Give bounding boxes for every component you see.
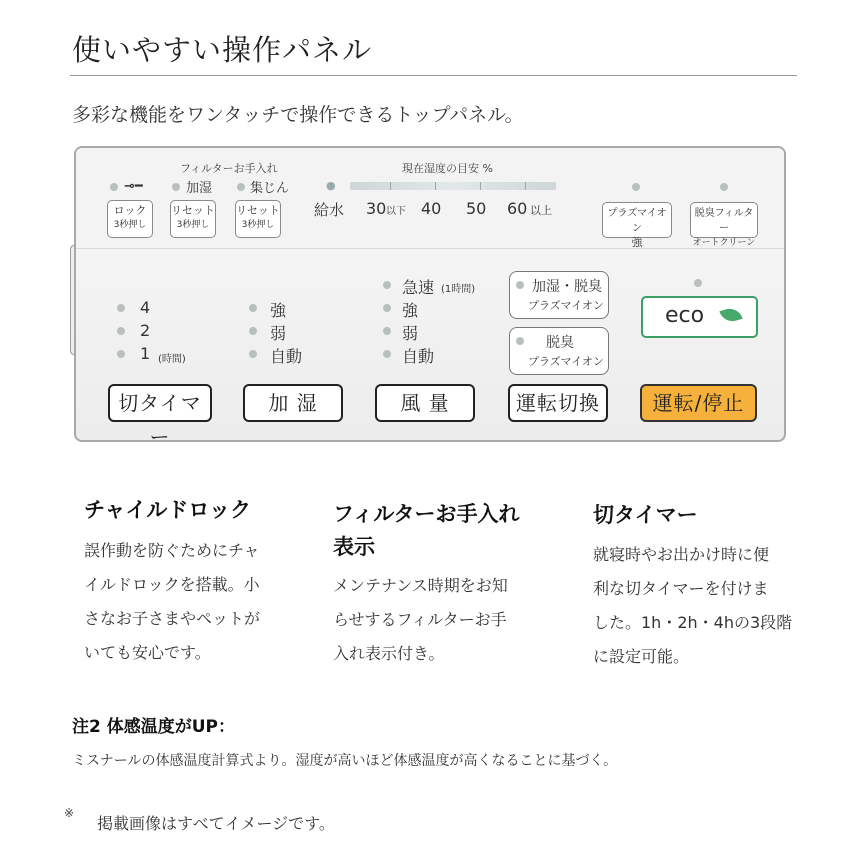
feature-title-line: フィルターお手入れ xyxy=(333,502,520,526)
page-subtitle: 多彩な機能をワンタッチで操作できるトップパネル。 xyxy=(72,104,524,126)
feature-body-line: いても安心です。 xyxy=(84,643,211,662)
mode-deodor xyxy=(509,327,609,375)
eco-button[interactable] xyxy=(641,296,758,338)
feature-body xyxy=(84,534,260,670)
eco-label: eco xyxy=(665,303,705,328)
humidity-50: 50 xyxy=(466,199,487,218)
fan-rapid-indicator xyxy=(383,281,391,289)
fan-auto-indicator xyxy=(383,350,391,358)
mode-hum-deodor-sub: プラズマイオン xyxy=(528,299,604,312)
feature-body-line: 就寝時やお出かけ時に便 xyxy=(593,545,770,564)
lock-button-label: ロック xyxy=(113,204,147,217)
reset-button-label: リセット xyxy=(171,204,215,217)
plasma-strong-indicator xyxy=(632,183,640,191)
humidity-tick xyxy=(390,182,391,190)
humidify-weak-indicator xyxy=(249,327,257,335)
fan-level-rapid: 急速 xyxy=(402,278,435,297)
footnote-mark: ※ xyxy=(64,806,75,820)
feature-body xyxy=(333,569,508,671)
feature-body-line: メンテナンス時期をお知 xyxy=(333,576,508,595)
mode-deodor-sub: プラズマイオン xyxy=(528,355,604,368)
humidity-60: 60 xyxy=(507,199,528,218)
plasma-strong-label: プラズマイオン xyxy=(607,208,667,234)
humidify-auto-indicator xyxy=(249,350,257,358)
timer-4-indicator xyxy=(117,304,125,312)
humidity-40: 40 xyxy=(421,199,442,218)
indicator-dust-label: 集じん xyxy=(250,181,290,196)
humidify-level-weak: 弱 xyxy=(270,324,287,343)
feature-body-line: イルドロックを搭載。小 xyxy=(84,575,260,594)
feature-title: チャイルドロック xyxy=(84,498,251,522)
indicator-humidify-label: 加湿 xyxy=(186,181,213,196)
water-drop-icon: ● xyxy=(326,179,336,192)
dust-filter-indicator xyxy=(237,183,245,191)
deodor-filter-indicator xyxy=(720,183,728,191)
humidify-filter-reset-button[interactable] xyxy=(170,200,216,238)
eco-indicator xyxy=(694,279,702,287)
fan-strong-indicator xyxy=(383,304,391,312)
deodor-filter-sub: オートクリーン xyxy=(692,238,756,248)
feature-title xyxy=(333,498,519,564)
fan-level-auto: 自動 xyxy=(402,347,435,366)
note-text: ミスナールの体感温度計算式より。湿度が高いほど体感温度が高くなることに基づく。 xyxy=(72,753,618,769)
humidify-button[interactable]: 加 湿 xyxy=(243,384,343,422)
timer-level-2: 2 xyxy=(140,321,151,340)
humidity-below: 以下 xyxy=(386,206,406,217)
humidity-meter xyxy=(350,182,556,190)
lock-button-sub: 3秒押し xyxy=(113,220,147,230)
mode-hum-deodor-indicator xyxy=(516,281,524,289)
lock-indicator xyxy=(110,183,118,191)
timer-level-4: 4 xyxy=(140,298,151,317)
feature-body-line: 入れ表示付き。 xyxy=(333,644,445,663)
title-divider xyxy=(70,75,797,76)
mode-humidify-deodor xyxy=(509,271,609,319)
feature-body-line: 利な切タイマーを付けま xyxy=(593,579,769,598)
humidify-filter-indicator xyxy=(172,183,180,191)
feature-title-line: 表示 xyxy=(333,535,375,559)
humidity-tick xyxy=(525,182,526,190)
humidify-strong-indicator xyxy=(249,304,257,312)
reset-button-label: リセット xyxy=(236,204,280,217)
mode-deodor-label: 脱臭 xyxy=(546,335,574,351)
timer-button[interactable]: 切タイマー xyxy=(108,384,212,422)
fan-level-strong: 強 xyxy=(402,301,419,320)
reset-button-sub: 3秒押し xyxy=(241,220,275,230)
humidity-caption: 現在湿度の目安 % xyxy=(402,162,493,175)
timer-1-indicator xyxy=(117,350,125,358)
fan-level-weak: 弱 xyxy=(402,324,419,343)
dust-filter-reset-button[interactable] xyxy=(235,200,281,238)
mode-switch-button[interactable]: 運転切換 xyxy=(508,384,608,422)
humidify-level-auto: 自動 xyxy=(270,347,303,366)
humidity-tick xyxy=(435,182,436,190)
fan-rapid-note: (1時間) xyxy=(441,284,476,295)
feature-body-line: 誤作動を防ぐためにチャ xyxy=(84,541,260,560)
humidify-level-strong: 強 xyxy=(270,301,287,320)
fan-weak-indicator xyxy=(383,327,391,335)
note-title: 注2 体感温度がUP： xyxy=(72,717,236,737)
feature-body-line: らせするフィルターお手 xyxy=(333,610,507,629)
timer-2-indicator xyxy=(117,327,125,335)
filter-caption: フィルターお手入れ xyxy=(180,162,278,175)
timer-level-1: 1 xyxy=(140,344,151,363)
plasma-strong-sub: 強 xyxy=(631,236,643,249)
mode-deodor-indicator xyxy=(516,337,524,345)
key-icon: ⊸━ xyxy=(124,179,143,194)
feature-body-line: した。1h・2h・4hの3段階 xyxy=(593,613,793,632)
humidity-tick xyxy=(480,182,481,190)
humidity-above: 以上 xyxy=(530,204,552,217)
humidity-30: 30 xyxy=(366,199,387,218)
reset-button-sub: 3秒押し xyxy=(176,220,210,230)
timer-hours-note: (時間) xyxy=(158,354,186,365)
feature-body-line: に設定可能。 xyxy=(593,647,690,666)
footnote-text: 掲載画像はすべてイメージです。 xyxy=(97,814,335,833)
page-title: 使いやすい操作パネル xyxy=(72,33,373,67)
deodor-filter-label: 脱臭フィルター xyxy=(694,208,754,234)
feature-title: 切タイマー xyxy=(593,503,698,527)
feature-body-line: さなお子さまやペットが xyxy=(84,609,261,628)
leaf-icon xyxy=(719,305,742,324)
deodor-filter-clean-button[interactable] xyxy=(690,202,758,248)
mode-hum-deodor-label: 加湿・脱臭 xyxy=(532,279,602,295)
feature-body xyxy=(593,538,792,674)
lock-button[interactable] xyxy=(107,200,153,238)
plasma-strong-button[interactable] xyxy=(602,202,672,249)
power-button[interactable]: 運転/停止 xyxy=(640,384,757,422)
water-label: 給水 xyxy=(314,201,345,219)
fan-speed-button[interactable]: 風 量 xyxy=(375,384,475,422)
